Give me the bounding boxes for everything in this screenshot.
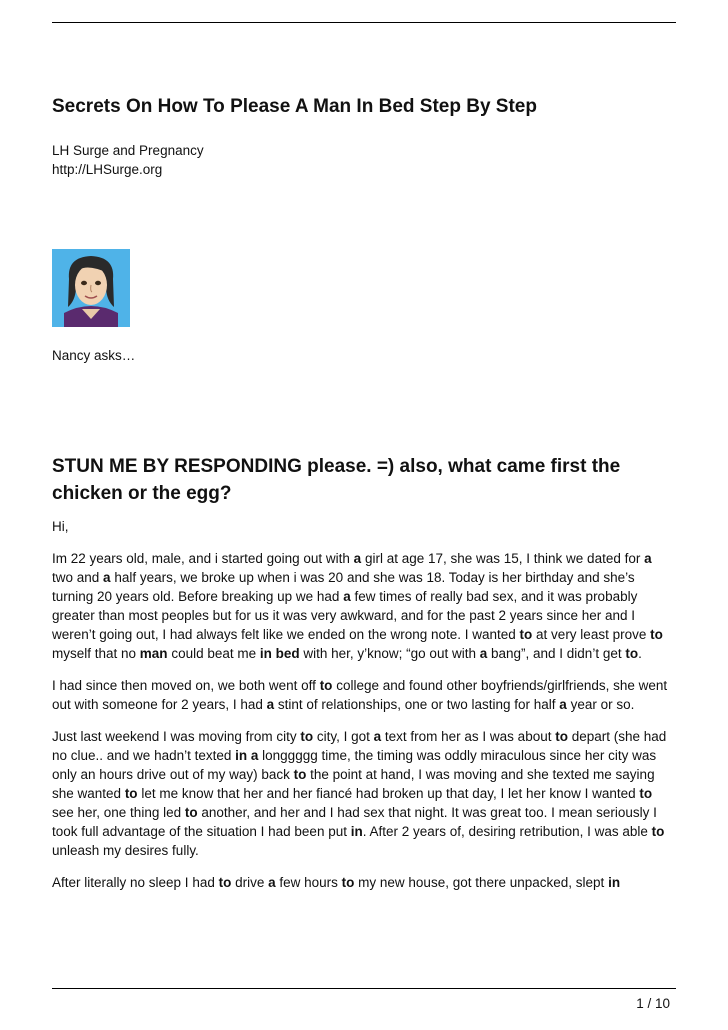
keyword-highlight: a xyxy=(644,551,652,566)
question-title: STUN ME BY RESPONDING please. =) also, what came first the chicken or the egg? xyxy=(52,456,621,504)
asker-line: Nancy asks… xyxy=(52,348,136,363)
page-number: 1 / 10 xyxy=(636,996,670,1011)
keyword-highlight: a xyxy=(353,551,362,566)
keyword-highlight: to xyxy=(184,805,198,820)
body-paragraph: I had since then moved on, we both went off to college and found other boyfriends/girlfriends, she went out with someone for 2 years, I had a stint of relationships, one or two lasting for half a year or so. xyxy=(52,678,668,712)
body-paragraph: Just last weekend I was moving from city to city, I got a text from her as I was about to depart (she had no clue.. and we hadn’t texted in a longgggg time, the timing was oddly miraculous since her city was only an hours drive out of my way) back to the point at hand, I was moving and she texted me saying she wanted to let me know that her and her fiancé had broken up that day, I let her know I wanted to see her, one thing led to another, and her and I had sex that night. It was great too. I mean seriously I took full advantage of the situation I had been put in. After 2 years of, desiring retribution, I was able to unleash my desires fully. xyxy=(52,729,667,858)
bottom-rule xyxy=(52,988,676,989)
top-rule xyxy=(52,22,676,23)
keyword-highlight: to xyxy=(639,786,653,801)
keyword-highlight: to xyxy=(651,824,665,839)
greeting: Hi, xyxy=(52,519,69,534)
keyword-highlight: in bed xyxy=(259,646,300,661)
keyword-highlight: to xyxy=(319,678,333,693)
keyword-highlight: to xyxy=(555,729,568,744)
keyword-highlight: in a xyxy=(235,748,259,763)
keyword-highlight: a xyxy=(266,697,275,712)
site-info xyxy=(52,141,204,179)
site-url: http://LHSurge.org xyxy=(52,162,163,177)
body-paragraph: Im 22 years old, male, and i started going out with a girl at age 17, she was 15, I think we dated for a two and a half years, we broke up when i was 20 and she was 18. Today is her birthday and she’s turning 20 years old. Before breaking up we had a few times of really bad sex, and it was probably greater than most peoples but for us it was very awkward, and for the past 2 years since her and I weren’t going out, I had always felt like we ended on the wrong note. I wanted to at very least prove to myself that no man could beat me in bed with her, y’know; “go out with a bang”, and I didn’t get to. xyxy=(52,551,663,661)
keyword-highlight: in xyxy=(350,824,363,839)
keyword-highlight: a xyxy=(268,875,276,890)
keyword-highlight: to xyxy=(300,729,314,744)
keyword-highlight: in xyxy=(608,875,621,890)
question-body xyxy=(52,517,676,905)
keyword-highlight: to xyxy=(341,875,355,890)
cartoon-avatar-icon xyxy=(52,249,130,327)
keyword-highlight: a xyxy=(373,729,382,744)
keyword-highlight: to xyxy=(293,767,307,782)
keyword-highlight: a xyxy=(559,697,567,712)
keyword-highlight: man xyxy=(139,646,168,661)
keyword-highlight: a xyxy=(343,589,351,604)
keyword-highlight: a xyxy=(479,646,488,661)
keyword-highlight: a xyxy=(103,570,111,585)
site-name: LH Surge and Pregnancy xyxy=(52,143,204,158)
keyword-highlight: to xyxy=(124,786,138,801)
page-title: Secrets On How To Please A Man In Bed Step By Step xyxy=(52,96,537,117)
keyword-highlight: to xyxy=(519,627,533,642)
body-paragraph: After literally no sleep I had to drive a few hours to my new house, got there unpacked, slept in xyxy=(52,875,621,890)
keyword-highlight: to xyxy=(218,875,232,890)
keyword-highlight: to xyxy=(625,646,639,661)
keyword-highlight: to xyxy=(650,627,663,642)
